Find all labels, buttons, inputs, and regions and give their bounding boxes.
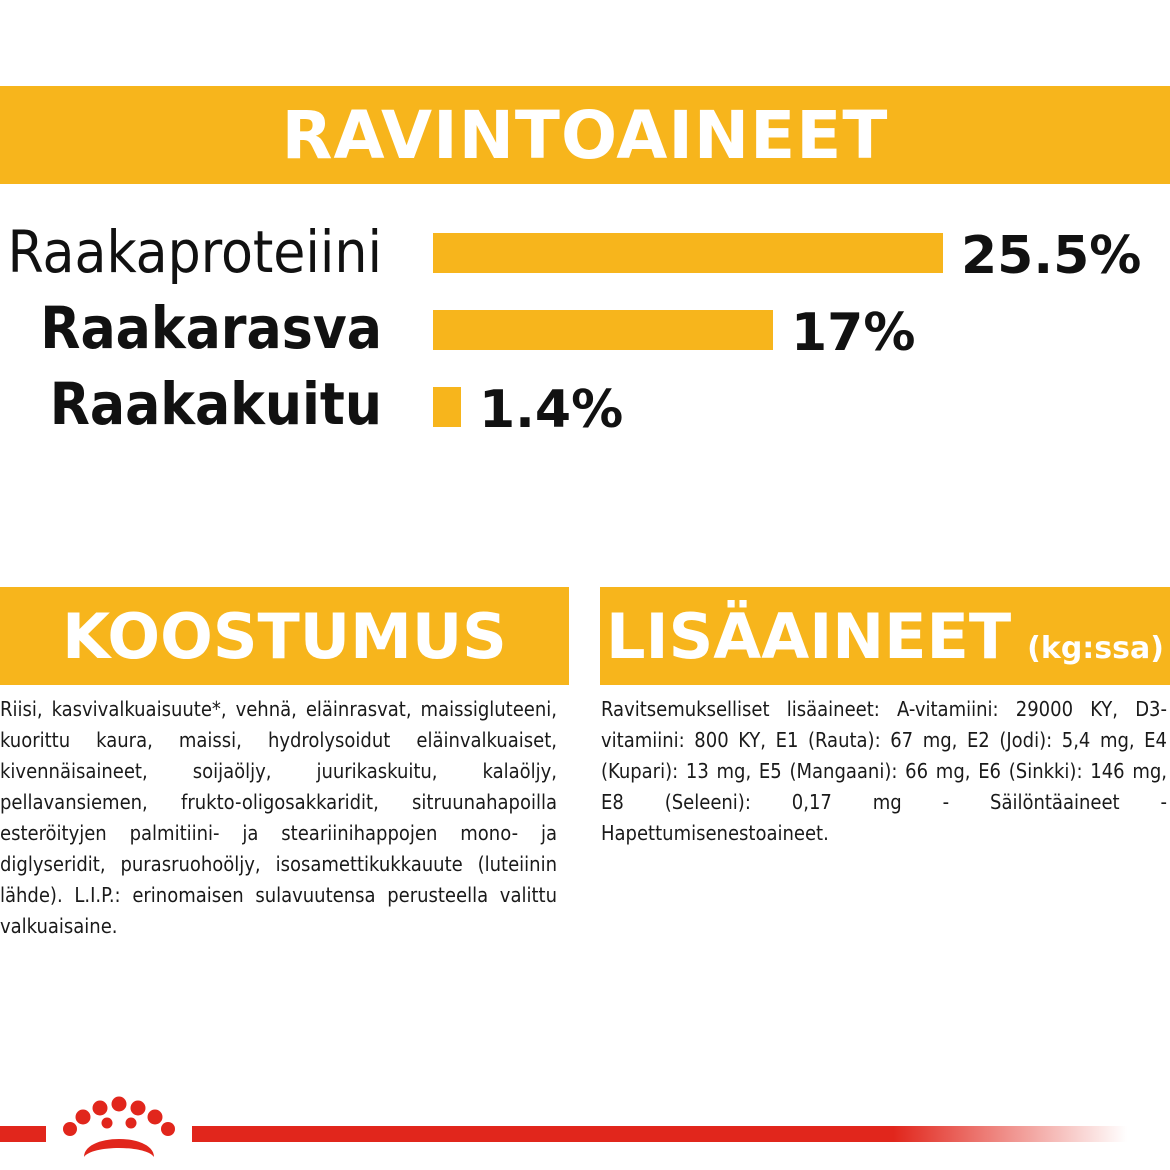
- additives-title: LISÄAINEET: [606, 599, 1012, 673]
- footer-stripe-left: [0, 1126, 46, 1142]
- nutrient-bar-chart: [0, 190, 1170, 450]
- nutrient-bar-1: [433, 310, 773, 350]
- additives-unit-label: (kg:ssa): [1027, 630, 1164, 666]
- nutrient-bar-2: [433, 387, 461, 427]
- nutrient-label-fat: Raakarasva: [40, 294, 382, 362]
- nutrient-value-label-0: 25.5%: [961, 226, 1142, 286]
- nutrient-bar-0: [433, 233, 943, 273]
- composition-title: KOOSTUMUS: [62, 599, 507, 673]
- nutrient-label-fiber: Raakakuitu: [49, 370, 382, 438]
- nutrients-title: RAVINTOAINEET: [281, 96, 889, 174]
- royal-canin-crown-icon: [56, 1095, 182, 1165]
- composition-text: Riisi, kasvivalkuaisuute*, vehnä, eläinrasvat, maissigluteeni, kuorittu kaura, maissi, hydrolysoidut eläinvalkuaiset, kivennäisaineet, soijaöljy, juurikaskuitu, kalaöljy, pellavansiemen, frukto-oligosakkaridit, sitruunahapoilla esteröityjen palmitiini- ja steariinihappojen mono- ja diglyseridit, purasruohoöljy, isosamettikukkauute (luteiinin lähde). L.I.P.: erinomaisen sulavuutensa perusteella valittu valkuaisaine.: [0, 697, 557, 938]
- footer-stripe-right: [192, 1126, 1127, 1142]
- additives-text: Ravitsemukselliset lisäaineet: A-vitamiini: 29000 KY, D3-vitamiini: 800 KY, E1 (Rauta): 67 mg, E2 (Jodi): 5,4 mg, E4 (Kupari): 13 mg, E5 (Mangaani): 66 mg, E6 (Sinkki): 146 mg, E8 (Seleeni): 0,17 mg - Säilöntäaineet - Hapettumisenestoaineet.: [601, 697, 1167, 845]
- nutrient-label-protein: Raakaproteiini: [7, 218, 382, 286]
- additives-banner: [600, 587, 1170, 685]
- nutrient-value-label-2: 1.4%: [479, 380, 624, 440]
- nutrient-value-label-1: 17%: [791, 303, 916, 363]
- nutrients-banner: [0, 86, 1170, 184]
- composition-banner: [0, 587, 569, 685]
